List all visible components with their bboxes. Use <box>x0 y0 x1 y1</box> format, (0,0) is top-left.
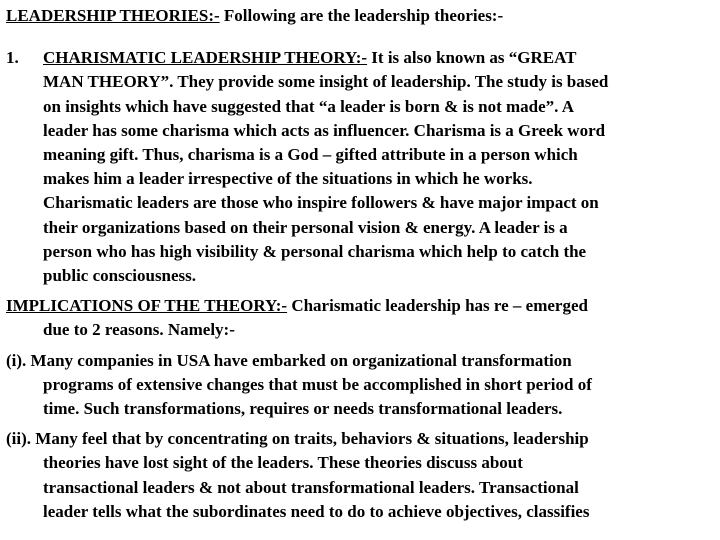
item-title: CHARISMATIC LEADERSHIP THEORY:- <box>43 48 368 68</box>
reason-one <box>6 349 714 422</box>
leadership-theories-heading <box>6 4 714 28</box>
spacer <box>6 28 714 46</box>
item-line: MAN THEORY”. They provide some insight of leadership. The study is based <box>43 72 609 92</box>
heading-text: Following are the leadership theories:- <box>219 6 504 25</box>
item-number: 1. <box>6 48 19 68</box>
item-line: makes him a leader irrespective of the situations in which he works. <box>43 169 533 189</box>
item-first-line <box>6 46 714 70</box>
implications-line: due to 2 reasons. Namely:- <box>43 320 235 340</box>
item-line: leader has some charisma which acts as influencer. Charisma is a Greek word <box>43 120 606 140</box>
item-line: Charismatic leaders are those who inspire followers & have major impact on <box>43 193 599 213</box>
reason-line: theories have lost sight of the leaders. These theories discuss about <box>43 453 523 473</box>
document-page <box>6 4 714 524</box>
reason-line: (ii). Many feel that by concentrating on traits, behaviors & situations, leadership <box>6 429 589 449</box>
heading-title: LEADERSHIP THEORIES:- <box>6 6 220 25</box>
item-line: on insights which have suggested that “a leader is born & is not made”. A <box>43 96 574 116</box>
implications-section <box>6 294 714 342</box>
implications-first-line <box>6 294 714 318</box>
reason-two <box>6 427 714 524</box>
charismatic-theory-item <box>6 46 714 288</box>
implications-line: Charismatic leadership has re – emerged <box>287 296 588 316</box>
item-line: person who has high visibility & personal charisma which help to catch the <box>43 241 587 261</box>
reason-line: (i). Many companies in USA have embarked on organizational transformation <box>6 350 572 370</box>
item-line: meaning gift. Thus, charisma is a God – gifted attribute in a person which <box>43 145 578 165</box>
implications-title: IMPLICATIONS OF THE THEORY:- <box>6 296 288 316</box>
item-line: their organizations based on their personal vision & energy. A leader is a <box>43 217 568 237</box>
reason-line: programs of extensive changes that must be accomplished in short period of <box>43 374 592 394</box>
reason-line: leader tells what the subordinates need to do to achieve objectives, classifies <box>43 501 590 521</box>
reason-line: time. Such transformations, requires or needs transformational leaders. <box>43 399 563 419</box>
reason-line: transactional leaders & not about transformational leaders. Transactional <box>43 477 579 497</box>
item-line: It is also known as “GREAT <box>367 48 577 68</box>
item-line: public consciousness. <box>43 266 197 286</box>
